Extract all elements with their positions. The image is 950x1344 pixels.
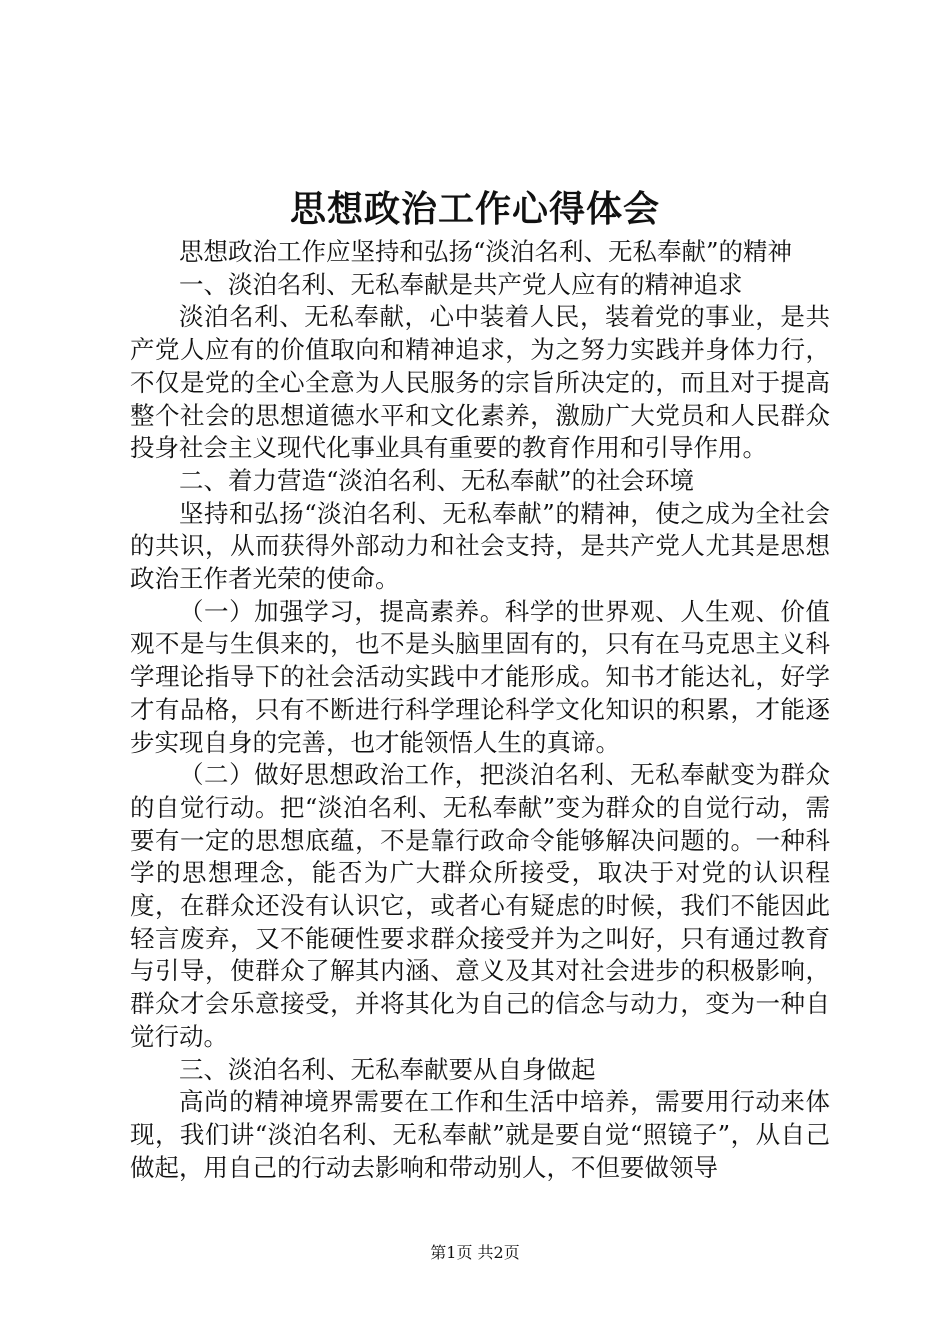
section-heading-2: 二、着力营造“淡泊名利、无私奉献”的社会环境 (179, 465, 695, 495)
section-heading-3: 三、淡泊名利、无私奉献要从自身做起 (179, 1054, 596, 1084)
page-number: 第1页 (430, 1243, 473, 1262)
paragraph-subtitle: 思想政治工作应坚持和弘扬“淡泊名利、无私奉献”的精神 (179, 237, 793, 266)
section-heading-1: 一、淡泊名利、无私奉献是共产党人应有的精神追求 (179, 269, 743, 299)
page-total: 共2页 (477, 1243, 520, 1262)
document-body (130, 236, 830, 1184)
paragraph: （二）做好思想政治工作，把淡泊名利、无私奉献变为群众的自觉行动。把“淡泊名利、无私奉献”变为群众的自觉行动，需要有一定的思想底蕴，不是靠行政命令能够解决问题的。一种科学的思想理念，能否为广大群众所接受，取决于对党的认识程度，在群众还没有认识它，或者心有疑虑的时候，我们不能因此轻言废弃，又不能硬性要求群众接受并为之叫好，只有通过教育与引导，使群众了解其内涵、意义及其对社会进步的积极影响，群众才会乐意接受，并将其化为自己的信念与动力，变为一种自觉行动。 (130, 760, 830, 1051)
page-footer (0, 1242, 950, 1264)
paragraph: 高尚的精神境界需要在工作和生活中培养，需要用行动来体现，我们讲“淡泊名利、无私奉献”就是要自觉“照镜子”，从自己做起，用自己的行动去影响和带动别人，不但要做领导 (130, 1087, 830, 1182)
document-title: 思想政治工作心得体会 (289, 188, 660, 230)
paragraph: 淡泊名利、无私奉献，心中装着人民，装着党的事业，是共产党人应有的价值取向和精神追求，为之努力实践并身体力行，不仅是党的全心全意为人民服务的宗旨所决定的，而且对于提高整个社会的思想道德水平和文化素养，激励广大党员和人民群众投身社会主义现代化事业具有重要的教育作用和引导作用。 (130, 302, 830, 463)
paragraph: （一）加强学习，提高素养。科学的世界观、人生观、价值观不是与生俱来的，也不是头脑里固有的，只有在马克思主义科学理论指导下的社会活动实践中才能形成。知书才能达礼，好学才有品格，只有不断进行科学理论科学文化知识的积累，才能逐步实现自身的完善，也才能领悟人生的真谛。 (130, 596, 830, 757)
paragraph: 坚持和弘扬“淡泊名利、无私奉献”的精神，使之成为全社会的共识，从而获得外部动力和社会支持，是共产党人尤其是思想政治王作者光荣的使命。 (130, 498, 830, 594)
